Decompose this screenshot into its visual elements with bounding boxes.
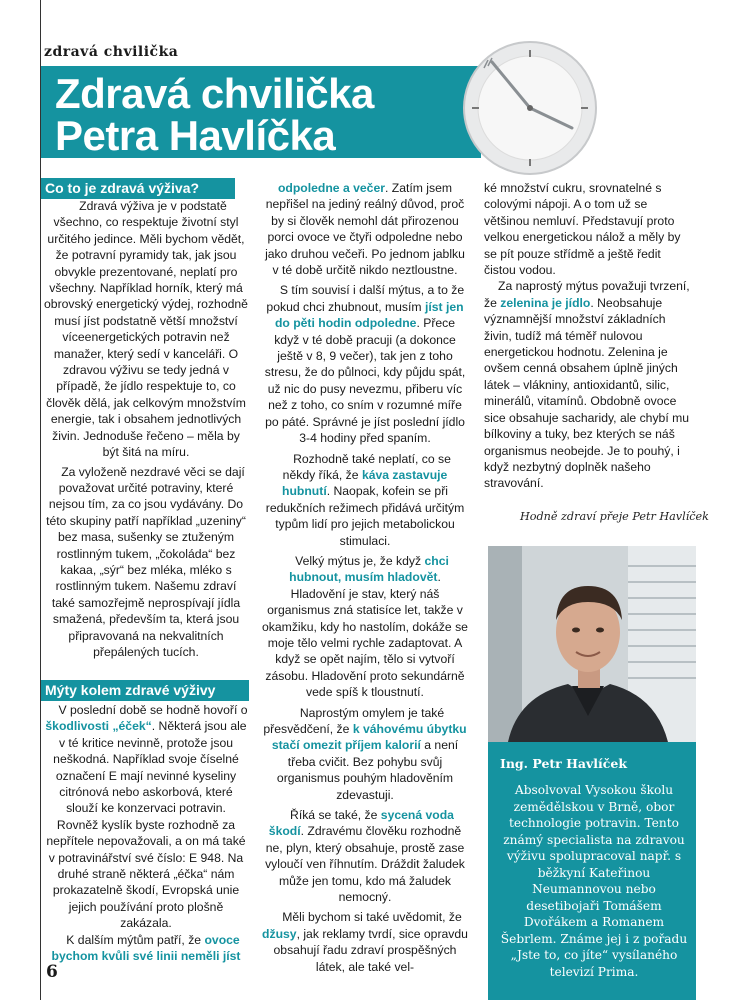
paragraph: S tím souvisí i další mýtus, a to že pokud chci zhubnout, musím jíst jen do pěti hodin odpoledne. Přece když v té době pracuji (a dokonce ještě v 8, 9 večer), tak jen z toho stresu, že do půlnoci, kdy půjdu spát, už nic do pusy nevezmu, přiberu víc než z toho, co sním v rozumné míře po páté. Správné je jíst poslední jídlo 3-4 hodiny před spaním. xyxy=(264,283,466,446)
author-bio-box xyxy=(488,742,696,1000)
title-line-1: Zdravá chvilička xyxy=(55,70,374,117)
column-2 xyxy=(262,180,468,975)
author-bio-text: Absolvoval Vysokou školu zemědělskou v Brně, obor technologie potravin. Tento známý specialista na zdravou výživu spolupracoval např. s běžkyní Kateřinou Neumannovou nebo desetibojaři Tomášem Dvořákem a Romanem Šebrlem. Známe jej i z pořadu „Jste to, co jíte“ vysílaného televizí Prima. xyxy=(500,783,688,979)
subheading-myths: Mýty kolem zdravé výživy xyxy=(41,680,249,701)
paragraph: Rozhodně také neplatí, co se někdy říká, že káva zastavuje hubnutí. Naopak, kofein se při redukčních režimech přidává určitým typům lidí pro jejich metabolickou stimulaci. xyxy=(265,451,465,548)
paragraph: Velký mýtus je, že když chci hubnout, musím hladovět. Hladovění je stav, který náš organismus zná statisíce let, takže v okamžiku, kdy ho nastolím, dokáže se moje tělo velmi rychle zadaptovat. A když se opět najím, tělo si vytvoří zásobu. Hladovění proto sekundárně vede spíš k tloustnutí. xyxy=(262,553,468,700)
paragraph: Zdravá výživa je v podstatě všechno, co respektuje životní styl určitého jedince. Měli bychom vědět, že potravní pyramidy tak, jak jsou obvykle prezentované, neplatí pro všechny. Například horník, který má obrovský energetický výdej, rozhodně musí jíst podstatně větší množství víceenergetických potravin než manažer, který sedí v kanceláři. O zdravou výživu se tedy jedná v případě, že jídlo respektuje to, co člověk dělá, jak celkovým množstvím energie, tak i obsahem jednotlivých živin. Jednoduše řečeno – měla by být šitá na míru. xyxy=(44,199,248,460)
paragraph: odpoledne a večer. Zatím jsem nepřišel na jediný reálný důvod, proč by si člověk nemohl dát přirozenou porci ovoce ve čtyři odpoledne nebo jako druhou večeři. Po jednom jablku v té době určitě nikdo neztloustne. xyxy=(265,181,465,278)
column-1-myths xyxy=(44,702,248,965)
section-label: zdravá chvilička xyxy=(44,44,179,60)
paragraph: Za naprostý mýtus považuji tvrzení, že zelenina je jídlo. Neobsahuje významnější množství základních živin, tudíž má téměř nulovou energetickou hodnotu. Zelenina je ovšem cenná obsahem úplně jiných látek – vlákniny, antioxidantů, silic, minerálů, vitamínů. Obdobně ovoce sice obsahuje sacharidy, ale chybí mu bílkoviny a tuky, bez kterých se náš organismus neobejde. Je to pouhý, i když nezbytný doplněk našeho stravování. xyxy=(484,279,690,491)
clock-plate-illustration xyxy=(462,40,598,176)
paragraph: ké množství cukru, srovnatelné s colovými nápoji. A o tom už se většinou nemluví. Představují proto velkou energetickou nálož a měly by se pít pouze střídmě a ještě ředit čistou vodou. xyxy=(484,181,681,278)
page-number: 6 xyxy=(46,962,58,982)
paragraph: V poslední době se hodně hovoří o škodlivosti „éček“. Některá jsou ale v té kritice nevinně, protože jsou neškodná. Například svoje číselné označení E mají nevinné kyseliny citrónová nebo askorbová, které slouží ke konzervaci potravin. Rovněž kyslík byste rozhodně za nepřítele nepovažovali, a on má také v potravinářství své číslo: E 948. Na druhé straně některá „éčka“ nám prokazatelně škodí, Evropská unie jejich používání proto plošně zakázala. xyxy=(45,703,248,931)
title-line-2: Petra Havlíčka xyxy=(55,112,336,159)
paragraph: K dalším mýtům patří, že ovoce bychom kvůli své linii neměli jíst xyxy=(51,932,241,964)
author-name: Ing. Petr Havlíček xyxy=(500,756,628,771)
column-3 xyxy=(484,180,696,492)
portrait-photo xyxy=(488,546,696,742)
paragraph: Za vyloženě nezdravé věci se dají považovat určité potraviny, které nejsou tím, za co jsou vydávány. Do této skupiny patří například „uzeniny“ bez masa, sušenky se ztuženým rostlinným tukem, „čokoláda“ bez kakaa, „sýr“ bez mléka, mléko s rostlinným tukem. Našemu zdraví také samozřejmě neprospívají jídla smažená, především ta, která jsou připravovaná na nekvalitních přepálených tucích. xyxy=(46,464,246,659)
paragraph: Měli bychom si také uvědomit, že džusy, jak reklamy tvrdí, sice opravdu obsahují řadu zdraví prospěšných látek, ale také vel- xyxy=(262,910,468,974)
signature: Hodně zdraví přeje Petr Havlíček xyxy=(520,510,709,523)
subheading-what-is-healthy-food: Co to je zdravá výživa? xyxy=(41,178,235,199)
paragraph: Říká se také, že sycená voda škodí. Zdravému člověku rozhodně ne, plyn, který obsahuje, prostě zase vyloučí ven říhnutím. Dráždit žaludek může jen tomu, kdo má žaludek nemocný. xyxy=(265,808,465,905)
column-1 xyxy=(44,198,248,660)
paragraph: Naprostým omylem je také přesvědčení, že k váhovému úbytku stačí omezit příjem kalorií a není třeba cvičit. Bez pohybu svůj organismus pouhým hladověním zdevastuji. xyxy=(263,705,467,802)
title-band xyxy=(41,66,481,158)
